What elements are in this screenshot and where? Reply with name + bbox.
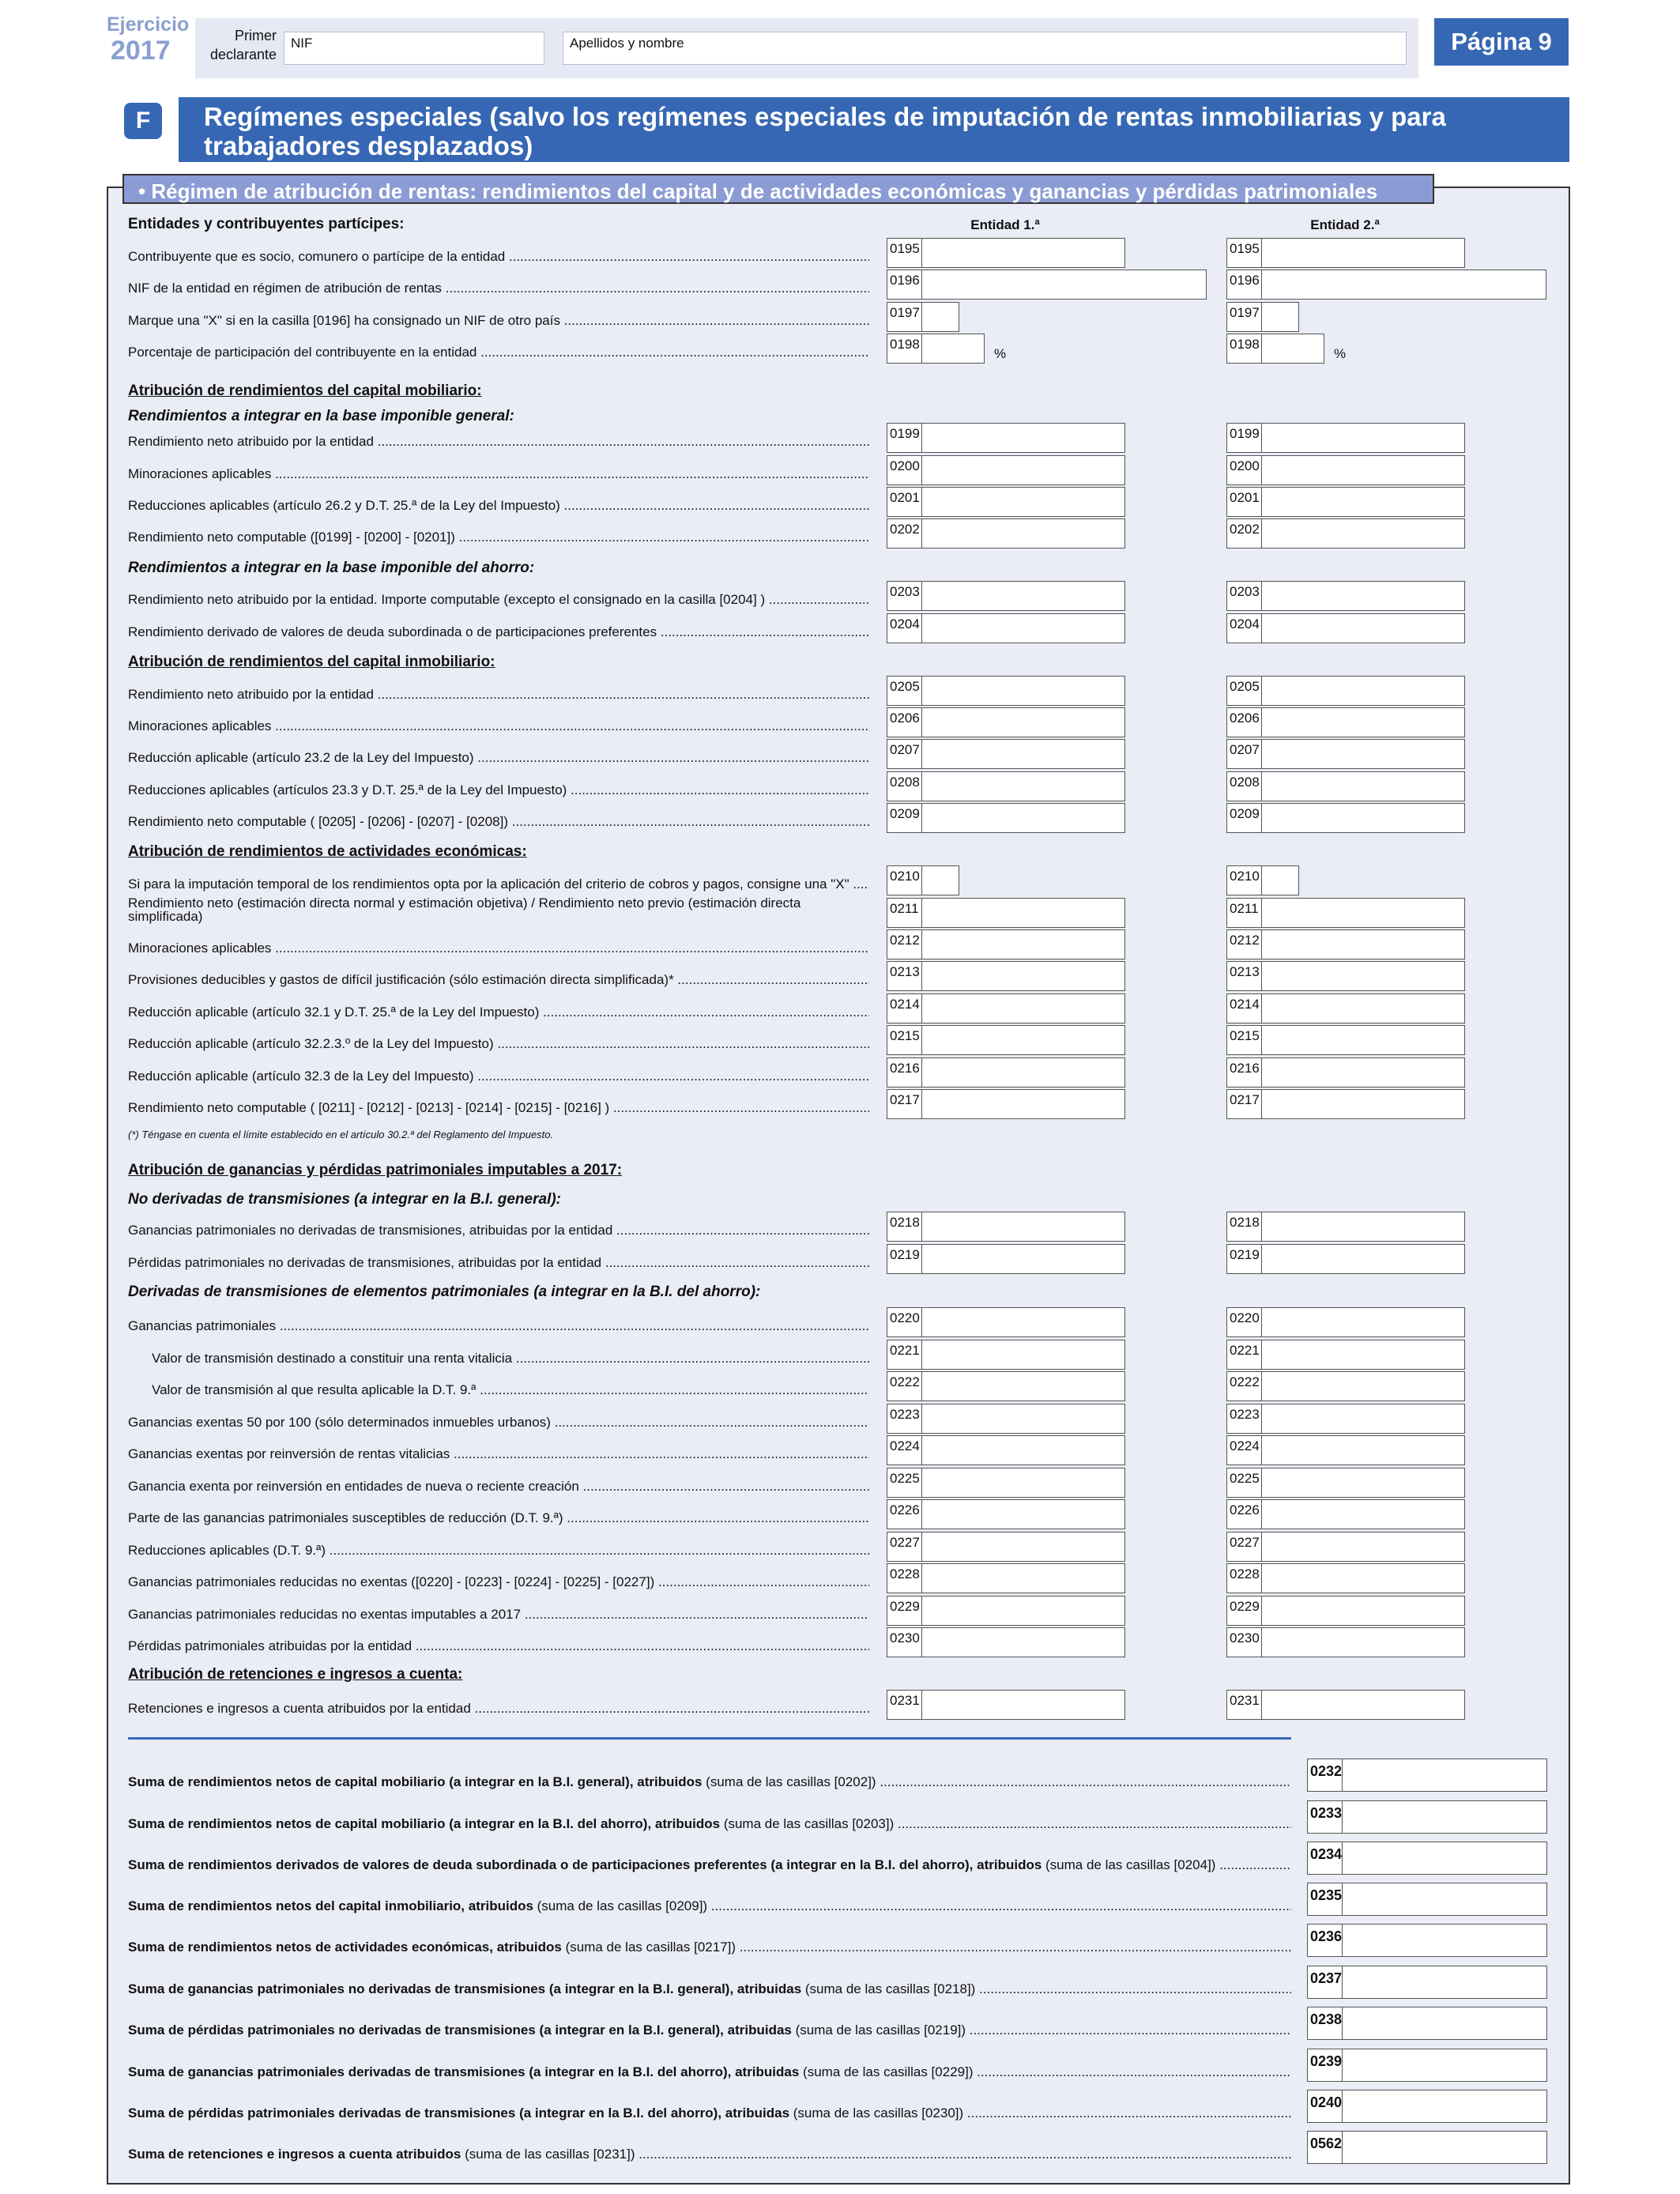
box-code-0223: 0223	[1227, 1404, 1262, 1433]
row-label-0196: NIF de la entidad en régimen de atribución de rentas .....	[128, 281, 869, 296]
percent-sign: %	[994, 346, 1007, 361]
sum-code-0238: 0238	[1308, 2007, 1343, 2039]
row-label-0208: Reducciones aplicables (artículos 23.3 y D.T. 25.ª de la Ley del Impuesto) .....	[128, 782, 869, 798]
input-box-0218-entidad-2[interactable]	[1226, 1212, 1465, 1242]
box-code-0223: 0223	[887, 1404, 922, 1433]
row-label-0201: Reducciones aplicables (artículo 26.2 y D.T. 25.ª de la Ley del Impuesto) .....	[128, 498, 869, 514]
input-box-0211-entidad-1[interactable]	[887, 898, 1125, 928]
row-label-0199: Rendimiento neto atribuido por la entidad .....	[128, 434, 869, 450]
sum-code-0239: 0239	[1308, 2049, 1343, 2081]
input-box-0212-entidad-1[interactable]	[887, 929, 1125, 959]
input-box-0227-entidad-1[interactable]	[887, 1532, 1125, 1562]
box-code-0225: 0225	[1227, 1468, 1262, 1497]
sum-input-box-0236[interactable]	[1307, 1924, 1547, 1957]
row-label-0224: Ganancias exentas por reinversión de rentas vitalicias .....	[128, 1446, 869, 1462]
box-code-0195: 0195	[1227, 239, 1262, 267]
row-label-0230: Pérdidas patrimoniales atribuidas por la entidad .....	[128, 1638, 869, 1654]
input-box-0217-entidad-1[interactable]	[887, 1089, 1125, 1119]
subhead-capital-mobiliario: Atribución de rendimientos del capital mobiliario:	[128, 383, 482, 399]
box-code-0209: 0209	[887, 804, 922, 832]
box-code-0218: 0218	[887, 1212, 922, 1241]
box-code-0198: 0198	[887, 334, 922, 363]
box-code-0226: 0226	[1227, 1500, 1262, 1529]
box-code-0201: 0201	[887, 488, 922, 516]
col-head-entidad-1: Entidad 1.ª	[970, 217, 1040, 232]
input-box-0231-entidad-1[interactable]	[887, 1690, 1125, 1720]
box-code-0221: 0221	[887, 1340, 922, 1369]
box-code-0230: 0230	[887, 1628, 922, 1657]
input-box-0225-entidad-2[interactable]	[1226, 1468, 1465, 1498]
input-box-0196-entidad-2[interactable]	[1226, 270, 1546, 300]
sum-code-0232: 0232	[1308, 1759, 1343, 1791]
nif-field[interactable]	[284, 32, 544, 65]
box-code-0199: 0199	[1227, 424, 1262, 452]
row-label-0210: Si para la imputación temporal de los rendimientos opta por la aplicación del criterio de cobros y pagos, consigne una "X" .....	[128, 876, 869, 892]
row-label-0225: Ganancia exenta por reinversión en entidades de nueva o reciente creación .....	[128, 1479, 869, 1495]
section-letter: F	[124, 103, 162, 139]
box-code-0228: 0228	[887, 1564, 922, 1593]
box-code-0211: 0211	[887, 899, 922, 927]
box-code-0219: 0219	[1227, 1245, 1262, 1273]
input-box-0219-entidad-2[interactable]	[1226, 1244, 1465, 1274]
box-code-0212: 0212	[1227, 930, 1262, 959]
row-label-0204: Rendimiento derivado de valores de deuda subordinada o de participaciones preferentes .....	[128, 624, 869, 640]
row-label-0229: Ganancias patrimoniales reducidas no exentas imputables a 2017 .....	[128, 1607, 869, 1623]
row-label-0212: Minoraciones aplicables .....	[128, 941, 869, 956]
row-label-0209: Rendimiento neto computable ( [0205] - [0206] - [0207] - [0208]) .....	[128, 814, 869, 830]
box-code-0218: 0218	[1227, 1212, 1262, 1241]
input-box-0199-entidad-1[interactable]	[887, 423, 1125, 453]
sum-label-bold: Suma de rendimientos netos de capital mobiliario (a integrar en la B.I. general), atribuidos	[128, 1774, 703, 1789]
sum-code-0237: 0237	[1308, 1966, 1343, 1998]
box-code-0202: 0202	[1227, 519, 1262, 548]
input-box-0215-entidad-1[interactable]	[887, 1025, 1125, 1055]
box-code-0214: 0214	[1227, 994, 1262, 1023]
separator-line	[128, 1737, 1291, 1740]
subhead-actividades-economicas: Atribución de rendimientos de actividades económicas:	[128, 843, 527, 860]
box-code-0215: 0215	[887, 1026, 922, 1054]
input-box-0224-entidad-1[interactable]	[887, 1435, 1125, 1465]
input-box-0231-entidad-2[interactable]	[1226, 1690, 1465, 1720]
row-label-0222: Valor de transmisión al que resulta aplicable la D.T. 9.ª .....	[152, 1382, 869, 1398]
box-code-0231: 0231	[1227, 1691, 1262, 1719]
input-box-0210-entidad-2[interactable]	[1226, 865, 1299, 895]
sum-label-0240	[128, 2105, 1291, 2121]
input-box-0226-entidad-1[interactable]	[887, 1499, 1125, 1529]
subhead-derivadas: Derivadas de transmisiones de elementos patrimoniales (a integrar en la B.I. del ahorro):	[128, 1284, 761, 1300]
sum-label-bold: Suma de pérdidas patrimoniales no derivadas de transmisiones (a integrar en la B.I. general), atribuidas	[128, 2022, 792, 2038]
input-box-0204-entidad-2[interactable]	[1226, 613, 1465, 643]
input-box-0195-entidad-2[interactable]	[1226, 238, 1465, 268]
row-label-0223: Ganancias exentas 50 por 100 (sólo determinados inmuebles urbanos) .....	[128, 1415, 869, 1431]
apellidos-field[interactable]	[563, 32, 1407, 65]
box-code-0228: 0228	[1227, 1564, 1262, 1593]
input-box-0198-entidad-2[interactable]	[1226, 334, 1324, 364]
input-box-0218-entidad-1[interactable]	[887, 1212, 1125, 1242]
row-label-0216: Reducción aplicable (artículo 32.3 de la Ley del Impuesto) .....	[128, 1069, 869, 1084]
sum-label-ref: (suma de las casillas [0219])	[791, 2022, 966, 2038]
box-code-0200: 0200	[887, 456, 922, 484]
box-code-0207: 0207	[887, 740, 922, 768]
sum-code-0236: 0236	[1308, 1924, 1343, 1956]
box-code-0203: 0203	[887, 582, 922, 610]
box-code-0195: 0195	[887, 239, 922, 267]
input-box-0197-entidad-1[interactable]	[887, 302, 959, 332]
input-box-0214-entidad-2[interactable]	[1226, 993, 1465, 1023]
input-box-0222-entidad-1[interactable]	[887, 1371, 1125, 1401]
box-code-0202: 0202	[887, 519, 922, 548]
input-box-0216-entidad-1[interactable]	[887, 1057, 1125, 1088]
box-code-0200: 0200	[1227, 456, 1262, 484]
box-code-0197: 0197	[887, 303, 922, 331]
sum-label-ref: (suma de las casillas [0209])	[533, 1898, 708, 1913]
input-box-0205-entidad-2[interactable]	[1226, 676, 1465, 706]
row-label-0227: Reducciones aplicables (D.T. 9.ª) .....	[128, 1543, 869, 1559]
input-box-0203-entidad-2[interactable]	[1226, 581, 1465, 611]
input-box-0198-entidad-1[interactable]	[887, 334, 985, 364]
box-code-0215: 0215	[1227, 1026, 1262, 1054]
box-code-0227: 0227	[887, 1532, 922, 1561]
row-label-0211: Rendimiento neto (estimación directa normal y estimación objetiva) / Rendimiento neto previo (estimación directa simplificada) .....	[128, 896, 869, 925]
row-label-0231: Retenciones e ingresos a cuenta atribuidos por la entidad .....	[128, 1701, 869, 1717]
sum-label-0239	[128, 2064, 1291, 2080]
input-box-0226-entidad-2[interactable]	[1226, 1499, 1465, 1529]
input-box-0196-entidad-1[interactable]	[887, 270, 1207, 300]
input-box-0230-entidad-2[interactable]	[1226, 1627, 1465, 1657]
sum-label-bold: Suma de ganancias patrimoniales no derivadas de transmisiones (a integrar en la B.I. general), atribuidas	[128, 1981, 802, 1996]
box-code-0229: 0229	[887, 1596, 922, 1625]
box-code-0222: 0222	[887, 1372, 922, 1400]
box-code-0217: 0217	[887, 1090, 922, 1118]
nif-label: NIF	[291, 36, 313, 51]
sum-input-box-0240[interactable]	[1307, 2090, 1547, 2123]
box-code-0211: 0211	[1227, 899, 1262, 927]
subhead-base-general: Rendimientos a integrar en la base imponible general:	[128, 408, 514, 424]
box-code-0208: 0208	[1227, 772, 1262, 801]
section-title: Regímenes especiales (salvo los regímenes especiales de imputación de rentas inmobiliarias y para trabajadores desplazados)	[179, 97, 1569, 162]
box-code-0222: 0222	[1227, 1372, 1262, 1400]
input-box-0210-entidad-1[interactable]	[887, 865, 959, 895]
sum-label-ref: (suma de las casillas [0204])	[1042, 1857, 1216, 1872]
box-code-0227: 0227	[1227, 1532, 1262, 1561]
box-code-0207: 0207	[1227, 740, 1262, 768]
sum-label-bold: Suma de ganancias patrimoniales derivadas de transmisiones (a integrar en la B.I. del ahorro), atribuidas	[128, 2064, 800, 2079]
sum-label-0233	[128, 1816, 1291, 1832]
input-box-0207-entidad-2[interactable]	[1226, 739, 1465, 769]
box-code-0199: 0199	[887, 424, 922, 452]
ejercicio-year: 2017	[111, 36, 171, 66]
box-code-0203: 0203	[1227, 582, 1262, 610]
box-code-0213: 0213	[887, 962, 922, 990]
box-code-0220: 0220	[1227, 1308, 1262, 1336]
input-box-0230-entidad-1[interactable]	[887, 1627, 1125, 1657]
input-box-0220-entidad-1[interactable]	[887, 1307, 1125, 1337]
box-code-0221: 0221	[1227, 1340, 1262, 1369]
sum-label-0232	[128, 1774, 1291, 1790]
sum-label-0562	[128, 2147, 1291, 2162]
page-number: Página 9	[1434, 18, 1569, 66]
entidades-header: Entidades y contribuyentes partícipes:	[128, 216, 405, 232]
box-code-0210: 0210	[1227, 866, 1262, 895]
sum-input-box-0234[interactable]	[1307, 1842, 1547, 1875]
sum-input-box-0235[interactable]	[1307, 1883, 1547, 1916]
sum-label-bold: Suma de rendimientos netos de capital mobiliario (a integrar en la B.I. del ahorro), atribuidos	[128, 1816, 721, 1831]
input-box-0200-entidad-2[interactable]	[1226, 455, 1465, 485]
sum-code-0233: 0233	[1308, 1801, 1343, 1833]
input-box-0221-entidad-1[interactable]	[887, 1340, 1125, 1370]
sum-input-box-0562[interactable]	[1307, 2131, 1547, 2164]
box-code-0196: 0196	[887, 270, 922, 299]
input-box-0195-entidad-1[interactable]	[887, 238, 1125, 268]
sum-label-ref: (suma de las casillas [0217])	[561, 1940, 736, 1955]
input-box-0206-entidad-2[interactable]	[1226, 707, 1465, 737]
subhead-no-derivadas: No derivadas de transmisiones (a integrar en la B.I. general):	[128, 1191, 562, 1208]
row-label-0213: Provisiones deducibles y gastos de difícil justificación (sólo estimación directa simplificada)* .....	[128, 972, 869, 988]
box-code-0216: 0216	[887, 1058, 922, 1087]
row-label-0207: Reducción aplicable (artículo 23.2 de la Ley del Impuesto) .....	[128, 750, 869, 766]
row-label-0219: Pérdidas patrimoniales no derivadas de transmisiones, atribuidas por la entidad .....	[128, 1255, 869, 1271]
box-code-0205: 0205	[887, 677, 922, 705]
col-head-entidad-2: Entidad 2.ª	[1310, 217, 1380, 232]
apellidos-label: Apellidos y nombre	[570, 36, 684, 51]
box-code-0214: 0214	[887, 994, 922, 1023]
subhead-base-ahorro: Rendimientos a integrar en la base imponible del ahorro:	[128, 560, 535, 576]
box-code-0209: 0209	[1227, 804, 1262, 832]
box-code-0201: 0201	[1227, 488, 1262, 516]
subhead-retenciones: Atribución de retenciones e ingresos a cuenta:	[128, 1666, 463, 1683]
box-code-0229: 0229	[1227, 1596, 1262, 1625]
input-box-0224-entidad-2[interactable]	[1226, 1435, 1465, 1465]
row-label-0205: Rendimiento neto atribuido por la entidad .....	[128, 687, 869, 703]
box-code-0226: 0226	[887, 1500, 922, 1529]
box-code-0197: 0197	[1227, 303, 1262, 331]
input-box-0215-entidad-2[interactable]	[1226, 1025, 1465, 1055]
input-box-0220-entidad-2[interactable]	[1226, 1307, 1465, 1337]
row-label-0220: Ganancias patrimoniales .....	[128, 1318, 869, 1334]
input-box-0221-entidad-2[interactable]	[1226, 1340, 1465, 1370]
sum-label-bold: Suma de rendimientos derivados de valores de deuda subordinada o de participaciones preferentes (a integrar en la B.I. del ahorro), atribuidos	[128, 1857, 1042, 1872]
sum-label-bold: Suma de pérdidas patrimoniales derivadas de transmisiones (a integrar en la B.I. del ahorro), atribuidas	[128, 2105, 790, 2120]
sum-code-0235: 0235	[1308, 1883, 1343, 1915]
sum-input-box-0232[interactable]	[1307, 1759, 1547, 1792]
declarante-label: Primer declarante	[209, 28, 277, 62]
box-code-0196: 0196	[1227, 270, 1262, 299]
box-code-0217: 0217	[1227, 1090, 1262, 1118]
footnote: (*) Téngase en cuenta el límite establecido en el artículo 30.2.ª del Reglamento del Impuesto.	[128, 1129, 554, 1140]
input-box-0208-entidad-1[interactable]	[887, 771, 1125, 801]
row-label-0215: Reducción aplicable (artículo 32.2.3.º de la Ley del Impuesto) .....	[128, 1036, 869, 1052]
sum-label-0234	[128, 1857, 1291, 1873]
input-box-0209-entidad-1[interactable]	[887, 803, 1125, 833]
sum-label-ref: (suma de las casillas [0230])	[789, 2105, 964, 2120]
sum-label-ref: (suma de las casillas [0231])	[461, 2147, 635, 2162]
input-box-0229-entidad-2[interactable]	[1226, 1596, 1465, 1626]
input-box-0209-entidad-2[interactable]	[1226, 803, 1465, 833]
input-box-0202-entidad-2[interactable]	[1226, 518, 1465, 548]
box-code-0208: 0208	[887, 772, 922, 801]
box-code-0224: 0224	[887, 1436, 922, 1465]
input-box-0228-entidad-1[interactable]	[887, 1563, 1125, 1593]
input-box-0208-entidad-2[interactable]	[1226, 771, 1465, 801]
row-label-0214: Reducción aplicable (artículo 32.1 y D.T. 25.ª de la Ley del Impuesto) .....	[128, 1005, 869, 1020]
input-box-0223-entidad-2[interactable]	[1226, 1404, 1465, 1434]
row-label-0218: Ganancias patrimoniales no derivadas de transmisiones, atribuidas por la entidad .....	[128, 1223, 869, 1238]
sum-label-0237	[128, 1981, 1291, 1997]
box-code-0213: 0213	[1227, 962, 1262, 990]
sum-input-box-0239[interactable]	[1307, 2049, 1547, 2082]
box-code-0220: 0220	[887, 1308, 922, 1336]
row-label-0221: Valor de transmisión destinado a constituir una renta vitalicia .....	[152, 1351, 869, 1367]
input-box-0201-entidad-2[interactable]	[1226, 487, 1465, 517]
row-label-0202: Rendimiento neto computable ([0199] - [0200] - [0201]) .....	[128, 530, 869, 545]
box-code-0198: 0198	[1227, 334, 1262, 363]
box-code-0212: 0212	[887, 930, 922, 959]
input-box-0206-entidad-1[interactable]	[887, 707, 1125, 737]
row-label-0200: Minoraciones aplicables .....	[128, 466, 869, 482]
input-box-0219-entidad-1[interactable]	[887, 1244, 1125, 1274]
sum-code-0234: 0234	[1308, 1842, 1343, 1874]
box-code-0230: 0230	[1227, 1628, 1262, 1657]
row-label-0203: Rendimiento neto atribuido por la entidad. Importe computable (excepto el consignado en la casilla [0204] ) .....	[128, 592, 869, 608]
sum-label-0235	[128, 1898, 1291, 1914]
input-box-0213-entidad-2[interactable]	[1226, 961, 1465, 991]
input-box-0223-entidad-1[interactable]	[887, 1404, 1125, 1434]
input-box-0203-entidad-1[interactable]	[887, 581, 1125, 611]
box-code-0219: 0219	[887, 1245, 922, 1273]
box-code-0225: 0225	[887, 1468, 922, 1497]
input-box-0201-entidad-1[interactable]	[887, 487, 1125, 517]
subhead-capital-inmobiliario: Atribución de rendimientos del capital inmobiliario:	[128, 654, 495, 670]
box-code-0205: 0205	[1227, 677, 1262, 705]
input-box-0216-entidad-2[interactable]	[1226, 1057, 1465, 1088]
sum-label-ref: (suma de las casillas [0203])	[720, 1816, 895, 1831]
input-box-0197-entidad-2[interactable]	[1226, 302, 1299, 332]
input-box-0199-entidad-2[interactable]	[1226, 423, 1465, 453]
sum-label-ref: (suma de las casillas [0218])	[801, 1981, 976, 1996]
sum-label-bold: Suma de rendimientos netos de actividades económicas, atribuidos	[128, 1940, 562, 1955]
row-label-0226: Parte de las ganancias patrimoniales susceptibles de reducción (D.T. 9.ª) .....	[128, 1510, 869, 1526]
sum-code-0562: 0562	[1308, 2132, 1343, 2163]
input-box-0214-entidad-1[interactable]	[887, 993, 1125, 1023]
sum-label-bold: Suma de retenciones e ingresos a cuenta atribuidos	[128, 2147, 461, 2162]
input-box-0204-entidad-1[interactable]	[887, 613, 1125, 643]
sum-label-0238	[128, 2022, 1291, 2038]
row-label-0206: Minoraciones aplicables .....	[128, 718, 869, 734]
input-box-0217-entidad-2[interactable]	[1226, 1089, 1465, 1119]
input-box-0205-entidad-1[interactable]	[887, 676, 1125, 706]
sum-input-box-0237[interactable]	[1307, 1966, 1547, 1999]
box-code-0224: 0224	[1227, 1436, 1262, 1465]
input-box-0222-entidad-2[interactable]	[1226, 1371, 1465, 1401]
sum-label-ref: (suma de las casillas [0229])	[799, 2064, 974, 2079]
box-code-0204: 0204	[887, 614, 922, 643]
input-box-0207-entidad-1[interactable]	[887, 739, 1125, 769]
box-code-0210: 0210	[887, 866, 922, 895]
input-box-0212-entidad-2[interactable]	[1226, 929, 1465, 959]
subhead-ganancias: Atribución de ganancias y pérdidas patrimoniales imputables a 2017:	[128, 1162, 623, 1178]
sum-label-ref: (suma de las casillas [0202])	[702, 1774, 876, 1789]
row-label-0195: Contribuyente que es socio, comunero o partícipe de la entidad .....	[128, 249, 869, 265]
input-box-0227-entidad-2[interactable]	[1226, 1532, 1465, 1562]
percent-sign: %	[1334, 346, 1347, 361]
sum-code-0240: 0240	[1308, 2090, 1343, 2122]
box-code-0216: 0216	[1227, 1058, 1262, 1087]
ejercicio-label: Ejercicio	[107, 13, 190, 36]
box-code-0204: 0204	[1227, 614, 1262, 643]
input-box-0200-entidad-1[interactable]	[887, 455, 1125, 485]
row-label-0217: Rendimiento neto computable ( [0211] - [0212] - [0213] - [0214] - [0215] - [0216] ) .....	[128, 1100, 869, 1116]
input-box-0229-entidad-1[interactable]	[887, 1596, 1125, 1626]
sum-label-bold: Suma de rendimientos netos del capital inmobiliario, atribuidos	[128, 1898, 533, 1913]
sum-label-0236	[128, 1940, 1291, 1955]
input-box-0202-entidad-1[interactable]	[887, 518, 1125, 548]
input-box-0225-entidad-1[interactable]	[887, 1468, 1125, 1498]
box-code-0206: 0206	[887, 708, 922, 737]
row-label-0197: Marque una "X" si en la casilla [0196] ha consignado un NIF de otro país .....	[128, 313, 869, 329]
box-code-0231: 0231	[887, 1691, 922, 1719]
row-label-0198: Porcentaje de participación del contribuyente en la entidad .....	[128, 345, 869, 360]
input-box-0211-entidad-2[interactable]	[1226, 898, 1465, 928]
input-box-0213-entidad-1[interactable]	[887, 961, 1125, 991]
row-label-0228: Ganancias patrimoniales reducidas no exentas ([0220] - [0223] - [0224] - [0225] - [0227]) .....	[128, 1574, 869, 1590]
input-box-0228-entidad-2[interactable]	[1226, 1563, 1465, 1593]
box-code-0206: 0206	[1227, 708, 1262, 737]
header-panel	[195, 18, 1418, 78]
sum-input-box-0238[interactable]	[1307, 2007, 1547, 2040]
sum-input-box-0233[interactable]	[1307, 1800, 1547, 1834]
section-subtitle: • Régimen de atribución de rentas: rendimientos del capital y de actividades económicas y ganancias y pérdidas patrimoniales	[122, 174, 1434, 204]
